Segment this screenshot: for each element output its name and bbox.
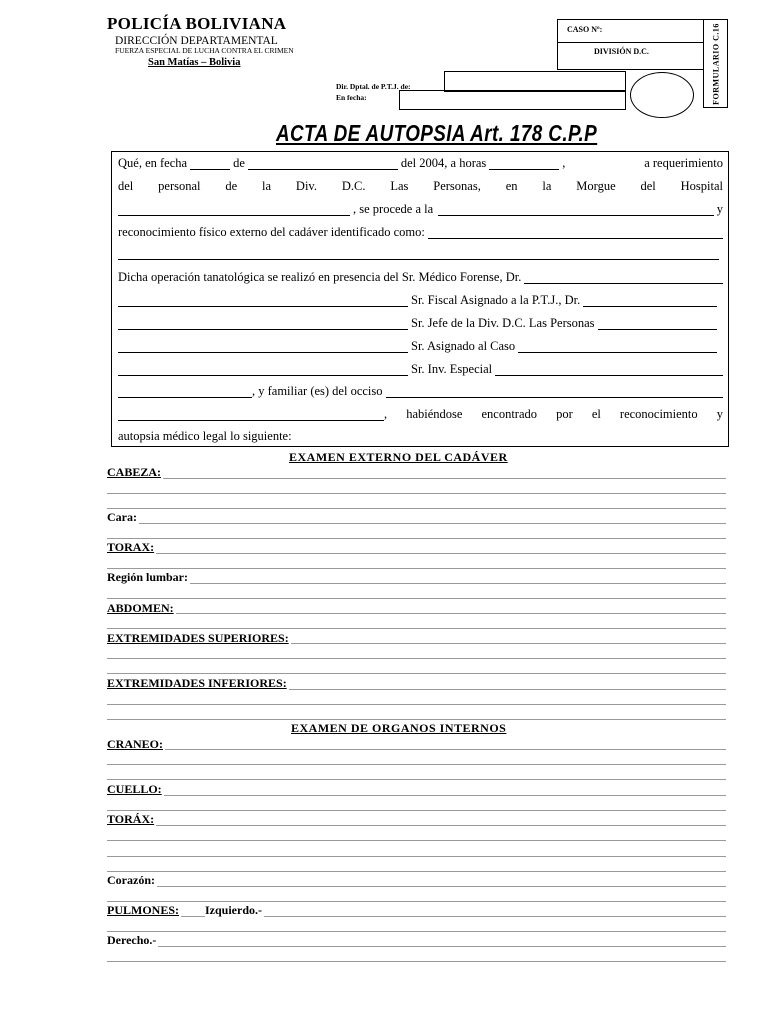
relatives-continuation-blank[interactable] — [118, 409, 384, 421]
document-title: ACTA DE AUTOPSIA Art. 178 C.P.P — [276, 120, 598, 146]
cara-label: Cara: — [107, 510, 137, 524]
rule — [107, 704, 726, 705]
intro-line-12 — [118, 407, 723, 421]
rule — [107, 764, 726, 765]
intro-word: reconocimiento — [619, 407, 698, 421]
intro-line-2 — [118, 179, 723, 193]
intro-word: de — [225, 179, 238, 193]
intro-word: el — [591, 407, 601, 421]
rule — [107, 583, 726, 584]
intro-line-9 — [118, 339, 723, 353]
investigator-continuation-blank[interactable] — [118, 386, 252, 398]
intro-line-3 — [118, 202, 723, 216]
form-code-label: FORMULARIO C.16 — [711, 22, 720, 105]
department-subtitle: DIRECCIÓN DEPARTAMENTAL — [115, 35, 278, 47]
rule — [107, 673, 726, 674]
month-blank[interactable] — [248, 158, 398, 170]
izquierdo-label: Izquierdo.- — [205, 903, 262, 917]
assigned-officer-blank[interactable] — [518, 341, 717, 353]
rule — [107, 553, 726, 554]
rule — [107, 478, 726, 479]
rule — [107, 840, 726, 841]
rule — [107, 598, 726, 599]
rule — [107, 916, 726, 917]
intro-line-8 — [118, 316, 723, 330]
extremidades-superiores-label: EXTREMIDADES SUPERIORES: — [107, 631, 289, 645]
rule — [107, 886, 726, 887]
internal-exam-heading: EXAMEN DE ORGANOS INTERNOS — [291, 721, 507, 735]
prosecutor-blank[interactable] — [583, 295, 717, 307]
identified-as-blank[interactable] — [428, 227, 723, 239]
intro-word: encontrado — [481, 407, 538, 421]
craneo-label: CRANEO: — [107, 737, 163, 751]
rule — [107, 538, 726, 539]
en-fecha-input[interactable] — [399, 90, 626, 110]
intro-text: del 2004, a horas — [400, 156, 487, 170]
day-blank[interactable] — [190, 158, 230, 170]
pulmones-label: PULMONES: — [107, 903, 179, 917]
rule — [107, 901, 726, 902]
intro-word: del — [640, 179, 656, 193]
intro-line-4 — [118, 225, 723, 239]
intro-line-11 — [118, 384, 723, 398]
intro-text: Dicha operación tanatológica se realizó en presencia del Sr. Médico Forense, Dr. — [118, 270, 522, 284]
intro-word: , — [384, 407, 388, 421]
dir-dptal-label: Dir. Dptal. de P.T.J. de: — [336, 82, 411, 91]
external-exam-heading: EXAMEN EXTERNO DEL CADÁVER — [289, 450, 508, 464]
rule — [107, 749, 726, 750]
identity-continuation-blank[interactable] — [118, 248, 719, 260]
intro-text: Qué, en fecha — [118, 156, 188, 170]
intro-text: , — [562, 156, 566, 170]
intro-line-12-text — [384, 407, 723, 421]
torax-internal-label: TORÁX: — [107, 812, 155, 826]
intro-line-1 — [118, 156, 723, 170]
intro-word: la — [262, 179, 272, 193]
rule — [107, 493, 726, 494]
division-label: DIVISIÓN D.C. — [594, 47, 649, 56]
intro-word: del — [118, 179, 134, 193]
case-number-field[interactable] — [557, 19, 704, 43]
intro-text: , se procede a la — [353, 202, 434, 216]
intro-word: en — [505, 179, 518, 193]
intro-text: y — [716, 202, 723, 216]
rule — [107, 931, 726, 932]
rule — [107, 568, 726, 569]
cuello-label: CUELLO: — [107, 782, 162, 796]
division-field[interactable] — [557, 42, 704, 70]
stamp-oval — [630, 72, 694, 118]
intro-word: Morgue — [576, 179, 616, 193]
rule — [107, 779, 726, 780]
corazon-label: Corazón: — [107, 873, 155, 887]
rule — [107, 961, 726, 962]
intro-word: y — [716, 407, 723, 421]
intro-text: a requerimiento — [644, 156, 723, 170]
intro-text: Sr. Asignado al Caso — [411, 339, 516, 353]
hour-blank[interactable] — [489, 158, 559, 170]
rule — [107, 795, 726, 796]
intro-word: Div. — [295, 179, 317, 193]
rule — [107, 658, 726, 659]
forensic-doctor-blank[interactable] — [524, 272, 723, 284]
intro-statement-box — [111, 151, 729, 447]
intro-word: por — [556, 407, 573, 421]
cabeza-label: CABEZA: — [107, 465, 162, 479]
intro-text: de — [233, 156, 245, 170]
region-lumbar-label: Región lumbar: — [107, 570, 188, 584]
intro-text: Sr. Inv. Especial — [411, 362, 493, 376]
chief-continuation-blank[interactable] — [118, 341, 408, 353]
intro-line-10 — [118, 362, 723, 376]
intro-word: Las — [390, 179, 409, 193]
forensic-continuation-blank[interactable] — [118, 295, 408, 307]
intro-line-6 — [118, 270, 723, 284]
intro-line-13 — [118, 429, 723, 443]
rule — [107, 871, 726, 872]
abdomen-label: ABDOMEN: — [107, 601, 174, 615]
form-code-tab — [703, 19, 728, 108]
unit-subtitle: FUERZA ESPECIAL DE LUCHA CONTRA EL CRIMEN — [115, 46, 294, 55]
torax-label: TORAX: — [107, 540, 155, 554]
extremidades-inferiores-label: EXTREMIDADES INFERIORES: — [107, 676, 287, 690]
hospital-blank[interactable] — [118, 204, 350, 216]
derecho-label: Derecho.- — [107, 933, 157, 947]
intro-word: la — [542, 179, 552, 193]
intro-text: autopsia médico legal lo siguiente: — [118, 429, 292, 443]
intro-text: , y familiar (es) del occiso — [252, 384, 383, 398]
relatives-blank[interactable] — [386, 386, 723, 398]
location-label: San Matías – Bolivia — [148, 57, 241, 68]
rule — [107, 508, 726, 509]
rule — [107, 613, 726, 614]
rule — [107, 946, 726, 947]
intro-text: Sr. Jefe de la Div. D.C. Las Personas — [411, 316, 595, 330]
rule — [107, 825, 726, 826]
case-number-label: CASO Nº: — [567, 25, 603, 34]
intro-word: D.C. — [341, 179, 366, 193]
intro-word: Personas, — [433, 179, 481, 193]
rule — [107, 628, 726, 629]
division-chief-blank[interactable] — [598, 318, 717, 330]
prosecutor-continuation-blank[interactable] — [118, 318, 408, 330]
rule — [107, 523, 726, 524]
assigned-continuation-blank[interactable] — [118, 364, 408, 376]
intro-text: reconocimiento físico externo del cadáver identificado como: — [118, 225, 425, 239]
rule — [107, 719, 726, 720]
organization-title: POLICÍA BOLIVIANA — [107, 14, 287, 33]
en-fecha-label: En fecha: — [336, 93, 367, 102]
intro-line-7 — [118, 293, 723, 307]
rule — [107, 856, 726, 857]
intro-word: personal — [158, 179, 201, 193]
intro-word: Hospital — [680, 179, 723, 193]
procedure-blank[interactable] — [438, 204, 714, 216]
intro-line-5 — [118, 248, 723, 260]
rule — [107, 810, 726, 811]
intro-word: habiéndose — [406, 407, 463, 421]
dir-dptal-input[interactable] — [444, 71, 626, 92]
special-investigator-blank[interactable] — [495, 364, 723, 376]
intro-text: Sr. Fiscal Asignado a la P.T.J., Dr. — [411, 293, 581, 307]
